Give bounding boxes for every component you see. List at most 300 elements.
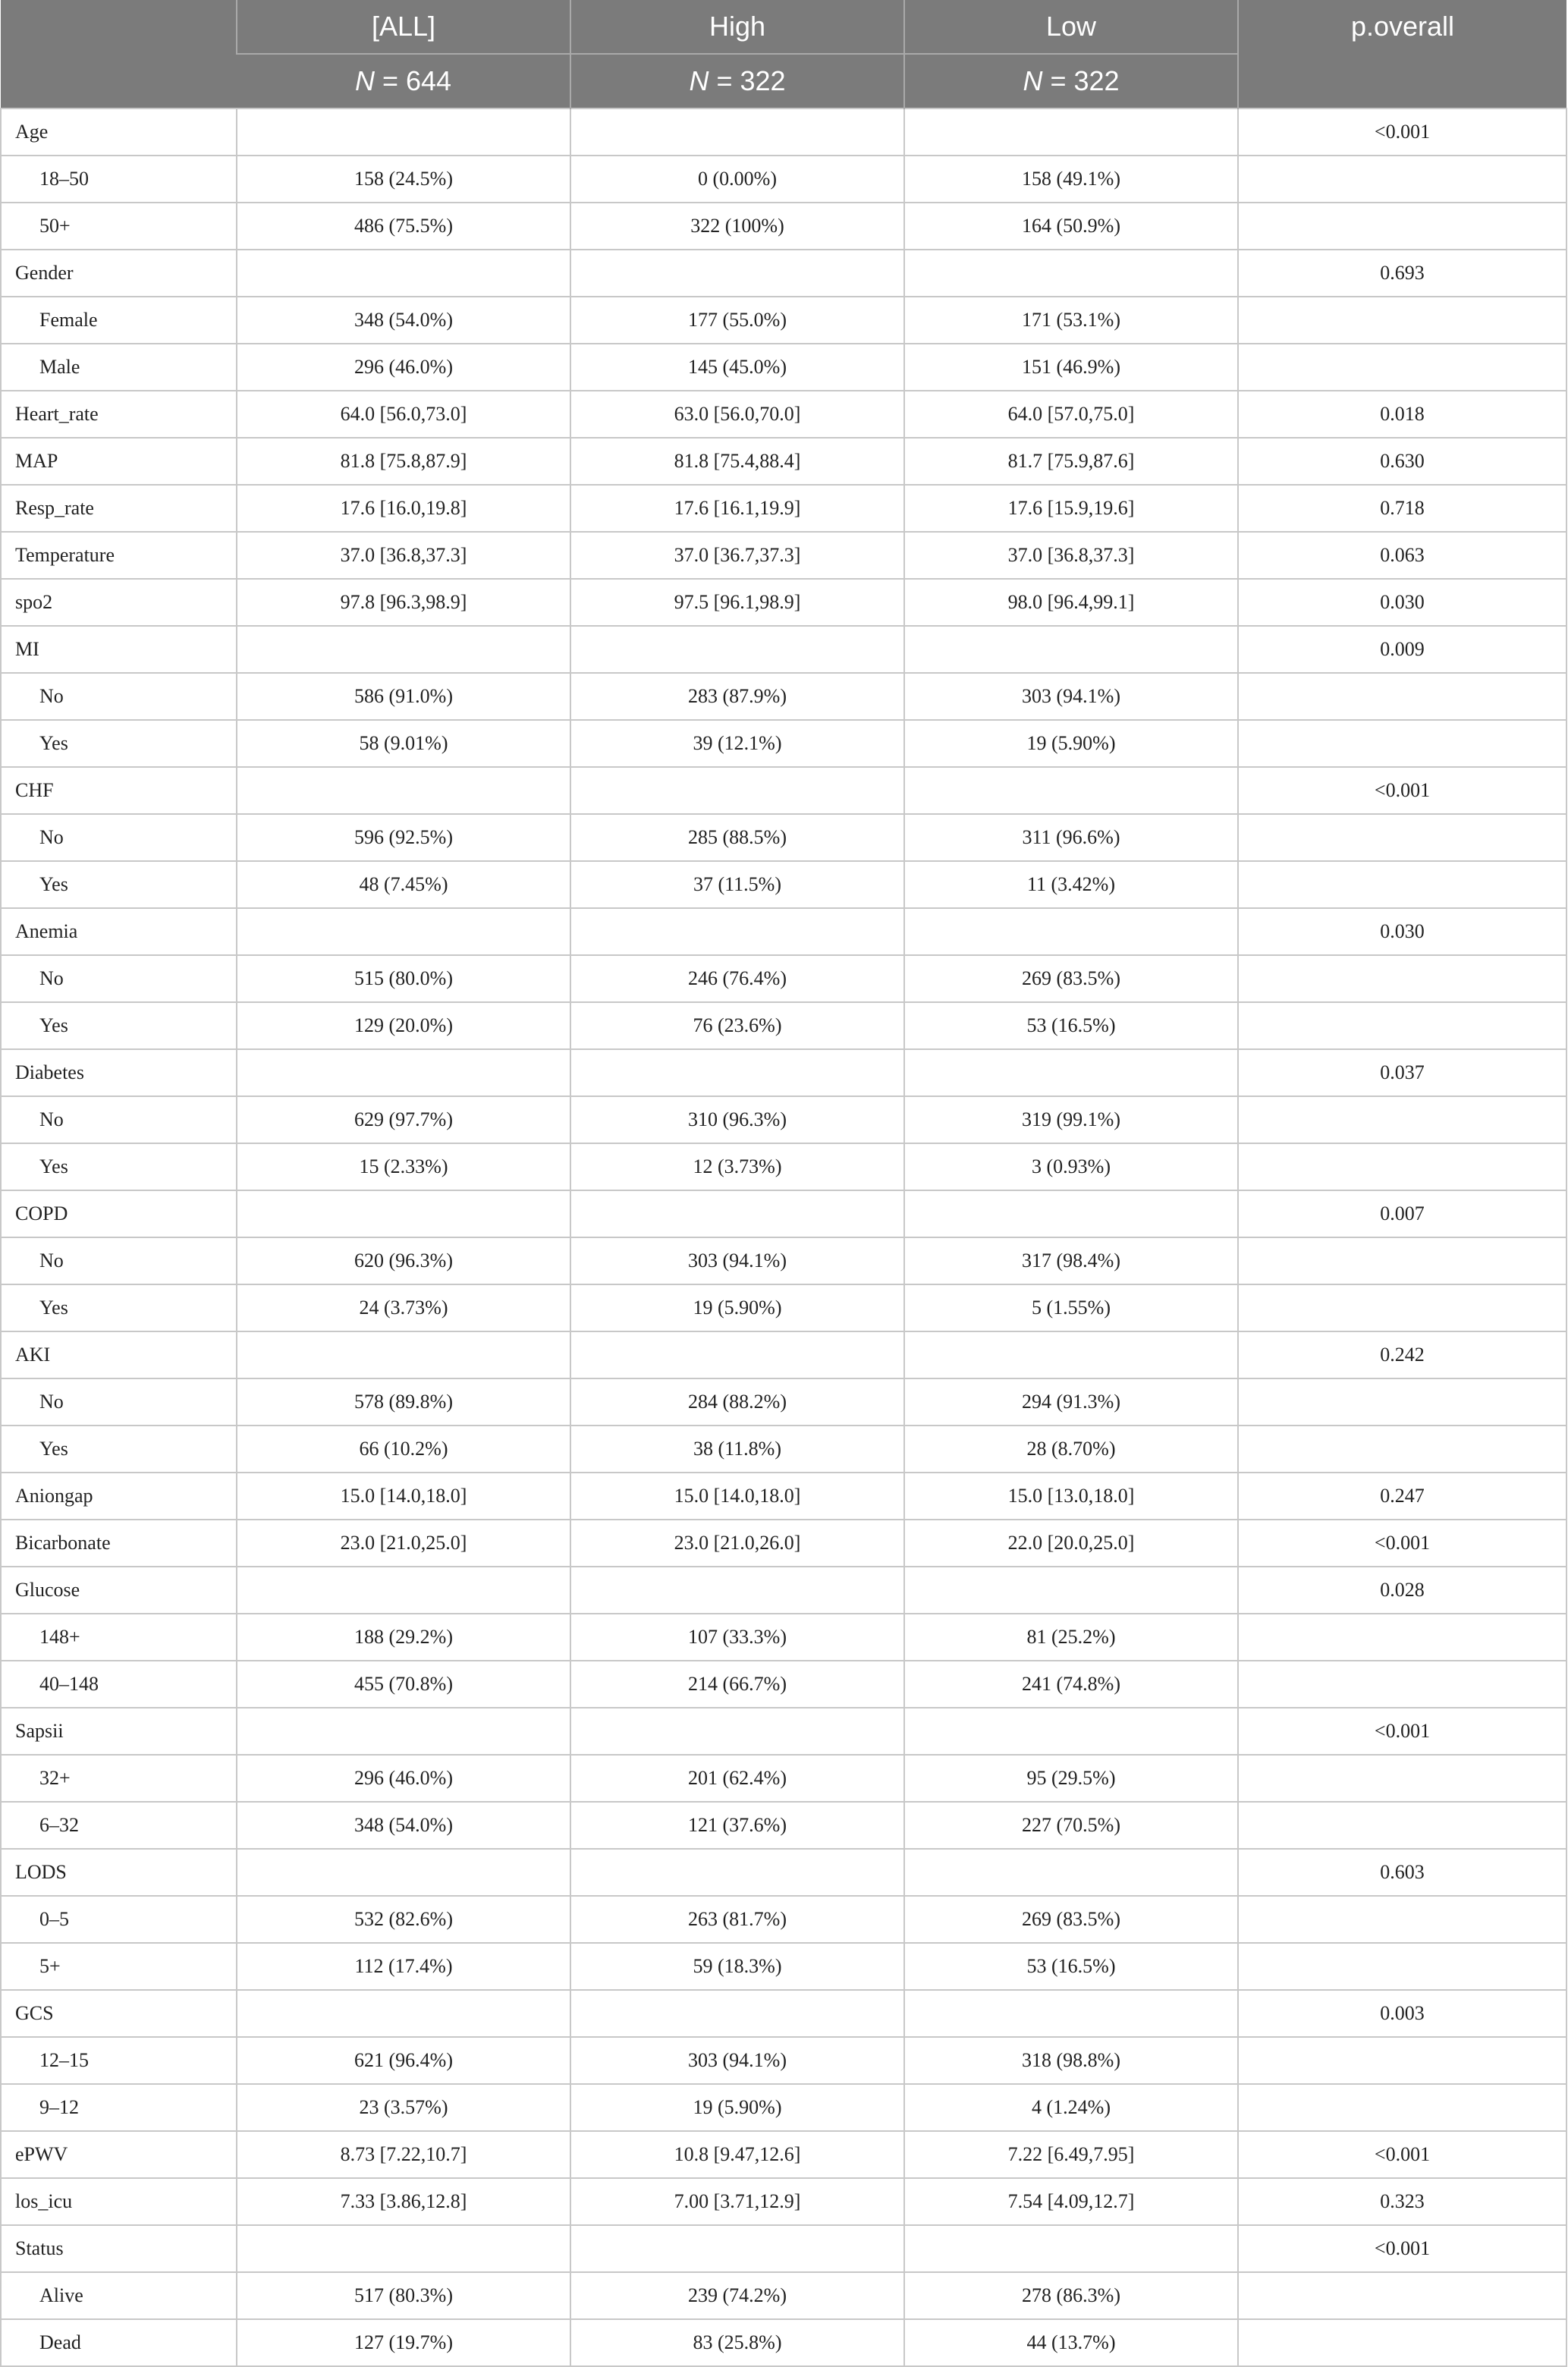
- cell-all: [237, 250, 570, 297]
- cell-high: 303 (94.1%): [570, 2037, 904, 2084]
- table-row: [1, 908, 1566, 955]
- table-row: [1, 297, 1566, 344]
- cell-all: 188 (29.2%): [237, 1614, 570, 1661]
- cell-all: 37.0 [36.8,37.3]: [237, 532, 570, 579]
- table-row: [1, 532, 1566, 579]
- cell-p-overall: [1238, 1802, 1566, 1849]
- cell-low: 44 (13.7%): [904, 2319, 1238, 2366]
- cell-all: 596 (92.5%): [237, 814, 570, 861]
- cell-all: 64.0 [56.0,73.0]: [237, 391, 570, 438]
- cell-high: 12 (3.73%): [570, 1143, 904, 1190]
- cell-all: [237, 1990, 570, 2037]
- cell-high: 97.5 [96.1,98.9]: [570, 579, 904, 626]
- cell-low: 37.0 [36.8,37.3]: [904, 532, 1238, 579]
- cell-all: 621 (96.4%): [237, 2037, 570, 2084]
- cell-all: [237, 1331, 570, 1378]
- table-row: [1, 626, 1566, 673]
- cell-low: 15.0 [13.0,18.0]: [904, 1473, 1238, 1520]
- row-label: No: [1, 1237, 237, 1284]
- row-label: 32+: [1, 1755, 237, 1802]
- cell-high: 310 (96.3%): [570, 1096, 904, 1143]
- cell-all: 629 (97.7%): [237, 1096, 570, 1143]
- cell-high: 38 (11.8%): [570, 1426, 904, 1473]
- cell-low: 53 (16.5%): [904, 1943, 1238, 1990]
- table-row: [1, 1002, 1566, 1049]
- row-label: COPD: [1, 1190, 237, 1237]
- cell-high: 19 (5.90%): [570, 1284, 904, 1331]
- cell-high: 37.0 [36.7,37.3]: [570, 532, 904, 579]
- cell-p-overall: [1238, 955, 1566, 1002]
- cell-p-overall: 0.007: [1238, 1190, 1566, 1237]
- table-row: [1, 156, 1566, 203]
- table-row: [1, 1143, 1566, 1190]
- table-row: [1, 438, 1566, 485]
- table-row: [1, 2319, 1566, 2366]
- table-row: [1, 1049, 1566, 1096]
- cell-all: 81.8 [75.8,87.9]: [237, 438, 570, 485]
- cell-p-overall: [1238, 1002, 1566, 1049]
- row-label: Dead: [1, 2319, 237, 2366]
- row-label: 6–32: [1, 1802, 237, 1849]
- cell-all: [237, 1049, 570, 1096]
- cell-low: 278 (86.3%): [904, 2272, 1238, 2319]
- cell-high: 0 (0.00%): [570, 156, 904, 203]
- cell-low: 81.7 [75.9,87.6]: [904, 438, 1238, 485]
- cell-high: 83 (25.8%): [570, 2319, 904, 2366]
- row-label: Status: [1, 2225, 237, 2272]
- cell-low: [904, 626, 1238, 673]
- table-row: [1, 673, 1566, 720]
- cell-high: [570, 1331, 904, 1378]
- cell-low: [904, 1849, 1238, 1896]
- cell-high: 177 (55.0%): [570, 297, 904, 344]
- cell-p-overall: [1238, 1896, 1566, 1943]
- cell-low: [904, 908, 1238, 955]
- cell-all: 8.73 [7.22,10.7]: [237, 2131, 570, 2178]
- row-label: Yes: [1, 720, 237, 767]
- cell-all: 486 (75.5%): [237, 203, 570, 250]
- row-label: Yes: [1, 1143, 237, 1190]
- cell-low: 171 (53.1%): [904, 297, 1238, 344]
- cell-high: 285 (88.5%): [570, 814, 904, 861]
- cell-p-overall: [1238, 1755, 1566, 1802]
- cell-p-overall: [1238, 2037, 1566, 2084]
- table-row: [1, 391, 1566, 438]
- cell-low: 19 (5.90%): [904, 720, 1238, 767]
- cell-all: 620 (96.3%): [237, 1237, 570, 1284]
- table-row: [1, 2178, 1566, 2225]
- table-row: [1, 1708, 1566, 1755]
- row-label: Alive: [1, 2272, 237, 2319]
- table-row: [1, 1567, 1566, 1614]
- cell-all: [237, 908, 570, 955]
- cell-low: 7.54 [4.09,12.7]: [904, 2178, 1238, 2225]
- cell-all: 515 (80.0%): [237, 955, 570, 1002]
- cell-p-overall: 0.030: [1238, 908, 1566, 955]
- table-row: [1, 579, 1566, 626]
- row-label: Bicarbonate: [1, 1520, 237, 1567]
- row-label: los_icu: [1, 2178, 237, 2225]
- cell-p-overall: 0.323: [1238, 2178, 1566, 2225]
- cell-high: 37 (11.5%): [570, 861, 904, 908]
- cell-all: 127 (19.7%): [237, 2319, 570, 2366]
- row-label: Yes: [1, 1002, 237, 1049]
- row-label: Yes: [1, 1284, 237, 1331]
- cell-low: 269 (83.5%): [904, 955, 1238, 1002]
- cell-high: 15.0 [14.0,18.0]: [570, 1473, 904, 1520]
- table-row: [1, 2131, 1566, 2178]
- cell-high: 7.00 [3.71,12.9]: [570, 2178, 904, 2225]
- cell-high: [570, 1990, 904, 2037]
- cell-all: 129 (20.0%): [237, 1002, 570, 1049]
- cell-all: [237, 2225, 570, 2272]
- table-row: [1, 1096, 1566, 1143]
- table-row: [1, 1331, 1566, 1378]
- cell-p-overall: <0.001: [1238, 767, 1566, 814]
- row-label: GCS: [1, 1990, 237, 2037]
- cell-high: 214 (66.7%): [570, 1661, 904, 1708]
- cell-high: 63.0 [56.0,70.0]: [570, 391, 904, 438]
- cell-high: 76 (23.6%): [570, 1002, 904, 1049]
- cell-all: 348 (54.0%): [237, 1802, 570, 1849]
- cell-all: 97.8 [96.3,98.9]: [237, 579, 570, 626]
- cell-all: 158 (24.5%): [237, 156, 570, 203]
- cell-high: [570, 1849, 904, 1896]
- cell-p-overall: 0.693: [1238, 250, 1566, 297]
- n-value: = 322: [1050, 65, 1120, 96]
- cell-high: 10.8 [9.47,12.6]: [570, 2131, 904, 2178]
- row-label: Anemia: [1, 908, 237, 955]
- cell-all: [237, 767, 570, 814]
- table-row: [1, 203, 1566, 250]
- header-n-high: [570, 54, 904, 108]
- cell-low: 158 (49.1%): [904, 156, 1238, 203]
- cell-low: 28 (8.70%): [904, 1426, 1238, 1473]
- cell-low: 98.0 [96.4,99.1]: [904, 579, 1238, 626]
- table-row: [1, 1378, 1566, 1426]
- table-row: [1, 250, 1566, 297]
- n-value: = 322: [716, 65, 786, 96]
- table-header: [1, 0, 1566, 108]
- row-label: 5+: [1, 1943, 237, 1990]
- cell-low: 81 (25.2%): [904, 1614, 1238, 1661]
- table-row: [1, 2084, 1566, 2131]
- cell-low: 294 (91.3%): [904, 1378, 1238, 1426]
- row-label: ePWV: [1, 2131, 237, 2178]
- table-row: [1, 1284, 1566, 1331]
- cell-p-overall: [1238, 1426, 1566, 1473]
- table-row: [1, 1661, 1566, 1708]
- cell-high: 284 (88.2%): [570, 1378, 904, 1426]
- cell-p-overall: [1238, 861, 1566, 908]
- cell-p-overall: [1238, 156, 1566, 203]
- cell-high: [570, 2225, 904, 2272]
- cell-all: 586 (91.0%): [237, 673, 570, 720]
- cell-low: [904, 1049, 1238, 1096]
- table-row: [1, 2272, 1566, 2319]
- table-row: [1, 1990, 1566, 2037]
- row-label: No: [1, 673, 237, 720]
- row-label: Male: [1, 344, 237, 391]
- cell-p-overall: 0.028: [1238, 1567, 1566, 1614]
- cell-high: 303 (94.1%): [570, 1237, 904, 1284]
- table-row: [1, 720, 1566, 767]
- cell-all: 66 (10.2%): [237, 1426, 570, 1473]
- table-row: [1, 1426, 1566, 1473]
- row-label: Sapsii: [1, 1708, 237, 1755]
- cell-low: [904, 2225, 1238, 2272]
- cell-high: 23.0 [21.0,26.0]: [570, 1520, 904, 1567]
- table-row: [1, 1190, 1566, 1237]
- cell-high: [570, 108, 904, 156]
- cell-all: 15.0 [14.0,18.0]: [237, 1473, 570, 1520]
- cell-p-overall: 0.718: [1238, 485, 1566, 532]
- cell-all: 48 (7.45%): [237, 861, 570, 908]
- n-symbol: N: [354, 65, 375, 96]
- cell-p-overall: [1238, 1661, 1566, 1708]
- cell-all: [237, 1708, 570, 1755]
- cell-high: 19 (5.90%): [570, 2084, 904, 2131]
- table-row: [1, 485, 1566, 532]
- cell-all: [237, 108, 570, 156]
- table-row: [1, 1755, 1566, 1802]
- table-row: [1, 1237, 1566, 1284]
- cell-high: 246 (76.4%): [570, 955, 904, 1002]
- cell-low: 4 (1.24%): [904, 2084, 1238, 2131]
- table-row: [1, 814, 1566, 861]
- cell-all: 348 (54.0%): [237, 297, 570, 344]
- cell-p-overall: [1238, 2319, 1566, 2366]
- cell-high: [570, 1567, 904, 1614]
- cell-high: 81.8 [75.4,88.4]: [570, 438, 904, 485]
- cell-p-overall: [1238, 1284, 1566, 1331]
- cell-all: 517 (80.3%): [237, 2272, 570, 2319]
- header-n-low: [904, 54, 1238, 108]
- cell-p-overall: [1238, 297, 1566, 344]
- table-row: [1, 861, 1566, 908]
- table-row: [1, 1802, 1566, 1849]
- cell-high: [570, 1708, 904, 1755]
- cell-p-overall: 0.242: [1238, 1331, 1566, 1378]
- cell-all: 7.33 [3.86,12.8]: [237, 2178, 570, 2225]
- cell-p-overall: [1238, 673, 1566, 720]
- row-label: 40–148: [1, 1661, 237, 1708]
- row-label: Heart_rate: [1, 391, 237, 438]
- cell-high: 121 (37.6%): [570, 1802, 904, 1849]
- cell-p-overall: 0.247: [1238, 1473, 1566, 1520]
- cell-high: [570, 767, 904, 814]
- cell-all: 24 (3.73%): [237, 1284, 570, 1331]
- cell-low: 241 (74.8%): [904, 1661, 1238, 1708]
- cell-p-overall: [1238, 344, 1566, 391]
- cell-p-overall: 0.009: [1238, 626, 1566, 673]
- row-label: MAP: [1, 438, 237, 485]
- cell-low: [904, 250, 1238, 297]
- cell-p-overall: [1238, 1237, 1566, 1284]
- cell-p-overall: [1238, 203, 1566, 250]
- cell-p-overall: 0.018: [1238, 391, 1566, 438]
- cell-high: [570, 1190, 904, 1237]
- cell-low: 151 (46.9%): [904, 344, 1238, 391]
- cell-p-overall: [1238, 720, 1566, 767]
- row-label: Temperature: [1, 532, 237, 579]
- table-body: [1, 108, 1566, 2366]
- cell-low: 17.6 [15.9,19.6]: [904, 485, 1238, 532]
- cell-low: 53 (16.5%): [904, 1002, 1238, 1049]
- row-label: 148+: [1, 1614, 237, 1661]
- row-label: Aniongap: [1, 1473, 237, 1520]
- cell-p-overall: [1238, 2084, 1566, 2131]
- cell-high: 263 (81.7%): [570, 1896, 904, 1943]
- cell-p-overall: [1238, 1614, 1566, 1661]
- table-row: [1, 955, 1566, 1002]
- cell-low: [904, 1990, 1238, 2037]
- cell-p-overall: 0.037: [1238, 1049, 1566, 1096]
- cell-high: 201 (62.4%): [570, 1755, 904, 1802]
- table-row: [1, 1896, 1566, 1943]
- table-row: [1, 1614, 1566, 1661]
- table-row: [1, 2037, 1566, 2084]
- table-row: [1, 1520, 1566, 1567]
- n-symbol: N: [689, 65, 709, 96]
- cell-low: 11 (3.42%): [904, 861, 1238, 908]
- cell-high: 39 (12.1%): [570, 720, 904, 767]
- cell-p-overall: 0.630: [1238, 438, 1566, 485]
- cell-p-overall: <0.001: [1238, 1708, 1566, 1755]
- cell-high: [570, 250, 904, 297]
- cell-low: [904, 1331, 1238, 1378]
- cell-high: 107 (33.3%): [570, 1614, 904, 1661]
- header-variable: [1, 0, 237, 108]
- cell-p-overall: [1238, 1378, 1566, 1426]
- cell-high: [570, 1049, 904, 1096]
- cell-low: 95 (29.5%): [904, 1755, 1238, 1802]
- row-label: Female: [1, 297, 237, 344]
- table-row: [1, 1943, 1566, 1990]
- cell-all: 15 (2.33%): [237, 1143, 570, 1190]
- cell-all: 455 (70.8%): [237, 1661, 570, 1708]
- header-p-overall: p.overall: [1238, 0, 1566, 108]
- cell-low: 164 (50.9%): [904, 203, 1238, 250]
- row-label: Diabetes: [1, 1049, 237, 1096]
- cell-high: [570, 908, 904, 955]
- cell-high: [570, 626, 904, 673]
- row-label: Gender: [1, 250, 237, 297]
- cell-p-overall: [1238, 1096, 1566, 1143]
- cell-p-overall: [1238, 1143, 1566, 1190]
- cell-low: 311 (96.6%): [904, 814, 1238, 861]
- row-label: spo2: [1, 579, 237, 626]
- table-row: [1, 2225, 1566, 2272]
- header-all: [ALL]: [237, 0, 570, 54]
- row-label: No: [1, 814, 237, 861]
- row-label: LODS: [1, 1849, 237, 1896]
- cell-p-overall: [1238, 1943, 1566, 1990]
- row-label: No: [1, 1096, 237, 1143]
- cell-low: 3 (0.93%): [904, 1143, 1238, 1190]
- row-label: 12–15: [1, 2037, 237, 2084]
- cell-all: 58 (9.01%): [237, 720, 570, 767]
- cell-all: 23.0 [21.0,25.0]: [237, 1520, 570, 1567]
- row-label: Glucose: [1, 1567, 237, 1614]
- cell-low: 22.0 [20.0,25.0]: [904, 1520, 1238, 1567]
- cell-low: [904, 108, 1238, 156]
- table-row: [1, 1473, 1566, 1520]
- cell-p-overall: <0.001: [1238, 2131, 1566, 2178]
- cell-low: 64.0 [57.0,75.0]: [904, 391, 1238, 438]
- cell-low: [904, 1708, 1238, 1755]
- cell-low: 7.22 [6.49,7.95]: [904, 2131, 1238, 2178]
- cell-all: 578 (89.8%): [237, 1378, 570, 1426]
- cell-p-overall: 0.003: [1238, 1990, 1566, 2037]
- n-symbol: N: [1023, 65, 1043, 96]
- n-value: = 644: [382, 65, 452, 96]
- cell-p-overall: <0.001: [1238, 108, 1566, 156]
- table-row: [1, 344, 1566, 391]
- table-row: [1, 1849, 1566, 1896]
- cell-all: 296 (46.0%): [237, 344, 570, 391]
- cell-low: 318 (98.8%): [904, 2037, 1238, 2084]
- row-label: No: [1, 955, 237, 1002]
- cell-low: [904, 1567, 1238, 1614]
- cell-low: 317 (98.4%): [904, 1237, 1238, 1284]
- cell-low: 5 (1.55%): [904, 1284, 1238, 1331]
- cell-all: [237, 1190, 570, 1237]
- cell-low: 269 (83.5%): [904, 1896, 1238, 1943]
- cell-p-overall: 0.063: [1238, 532, 1566, 579]
- row-label: Age: [1, 108, 237, 156]
- header-low: Low: [904, 0, 1238, 54]
- row-label: Yes: [1, 861, 237, 908]
- cell-p-overall: 0.603: [1238, 1849, 1566, 1896]
- cell-low: 303 (94.1%): [904, 673, 1238, 720]
- row-label: CHF: [1, 767, 237, 814]
- row-label: 50+: [1, 203, 237, 250]
- cell-all: 532 (82.6%): [237, 1896, 570, 1943]
- row-label: 9–12: [1, 2084, 237, 2131]
- cell-high: 283 (87.9%): [570, 673, 904, 720]
- cell-all: 112 (17.4%): [237, 1943, 570, 1990]
- cell-high: 322 (100%): [570, 203, 904, 250]
- cell-p-overall: <0.001: [1238, 2225, 1566, 2272]
- cell-low: [904, 1190, 1238, 1237]
- table-row: [1, 767, 1566, 814]
- cell-high: 59 (18.3%): [570, 1943, 904, 1990]
- cell-all: [237, 1849, 570, 1896]
- cell-all: 296 (46.0%): [237, 1755, 570, 1802]
- row-label: 18–50: [1, 156, 237, 203]
- cell-p-overall: [1238, 814, 1566, 861]
- cell-low: [904, 767, 1238, 814]
- header-high: High: [570, 0, 904, 54]
- row-label: MI: [1, 626, 237, 673]
- cell-p-overall: 0.030: [1238, 579, 1566, 626]
- cell-low: 227 (70.5%): [904, 1802, 1238, 1849]
- cell-low: 319 (99.1%): [904, 1096, 1238, 1143]
- cell-high: 17.6 [16.1,19.9]: [570, 485, 904, 532]
- cell-all: 23 (3.57%): [237, 2084, 570, 2131]
- row-label: AKI: [1, 1331, 237, 1378]
- cell-high: 239 (74.2%): [570, 2272, 904, 2319]
- cell-high: 145 (45.0%): [570, 344, 904, 391]
- row-label: Yes: [1, 1426, 237, 1473]
- row-label: 0–5: [1, 1896, 237, 1943]
- cell-p-overall: <0.001: [1238, 1520, 1566, 1567]
- row-label: No: [1, 1378, 237, 1426]
- cell-p-overall: [1238, 2272, 1566, 2319]
- header-row-groups: [1, 0, 1566, 54]
- table-row: [1, 108, 1566, 156]
